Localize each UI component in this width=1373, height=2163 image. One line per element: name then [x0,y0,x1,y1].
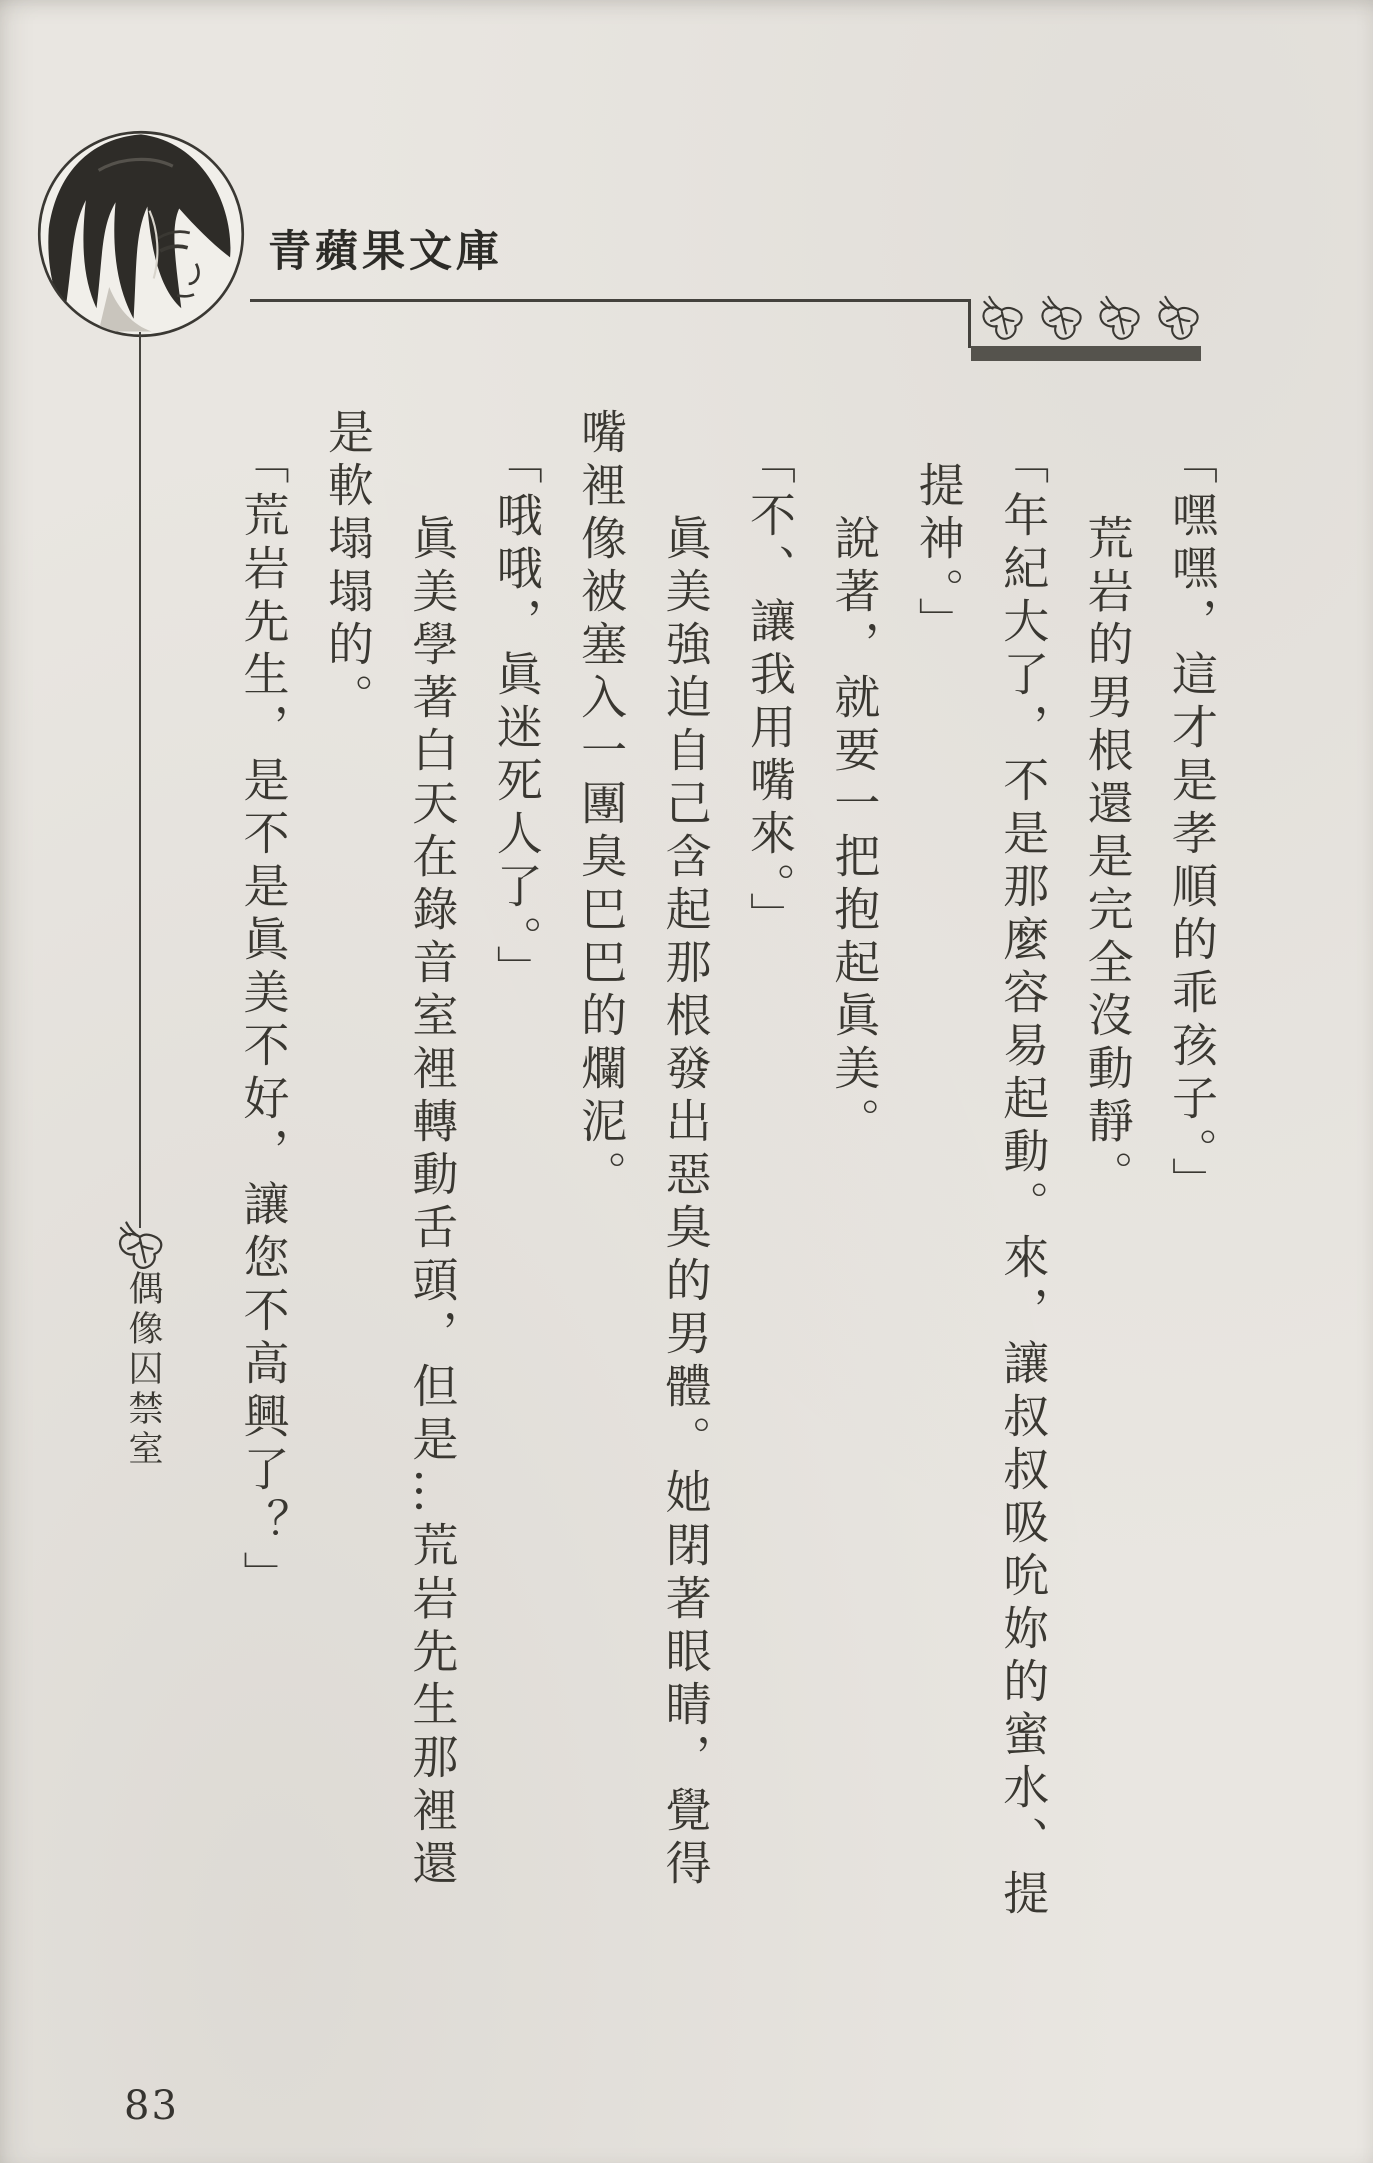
page-number: 83 [124,2083,179,2129]
body-text [221,408,1234,1953]
portrait-image [30,128,252,340]
text-column: 是軟塌塌的。 [320,408,375,726]
text-column: 「年紀大了，不是那麼容易起動。來，讓叔叔吸吮妳的蜜水、提 [996,408,1051,1922]
ivy-leaf-icon [1152,290,1202,347]
text-column: 眞美學著白天在錄音室裡轉動舌頭，但是…荒岩先生那裡還 [405,408,460,1892]
header-thick-bar [971,346,1201,361]
ivy-leaf-icon [112,1218,166,1274]
text-column: 「不、讓我用嘴來。」 [742,408,797,945]
ivy-leaf-icon [976,290,1026,347]
text-column: 「嘿嘿，這才是孝順的乖孩子。」 [1165,408,1219,1210]
sidebar-vertical-rule [139,332,141,1228]
ivy-leaf-icon [1093,290,1143,347]
text-column: 「荒岩先生，是不是眞美不好，讓您不高興了？」 [236,408,291,1604]
text-column: 「哦哦，眞迷死人了。」 [489,408,544,998]
ivy-leaf-icon [1035,290,1085,347]
text-column: 提神。」 [911,408,966,650]
imprint-title: 青蘋果文庫 [268,227,503,277]
text-column: 說著，就要一把抱起眞美。 [827,408,882,1150]
chapter-title: 偶像囚禁室 [123,1270,163,1470]
header-rule-line [250,299,971,302]
text-column: 荒岩的男根還是完全沒動靜。 [1080,408,1135,1203]
text-column: 嘴裡像被塞入一團臭巴巴的爛泥。 [574,408,629,1203]
text-column: 眞美強迫自己含起那根發出惡臭的男體。她閉著眼睛，覺得 [658,408,713,1892]
header-rule-step [968,299,971,348]
header-flower-row [976,290,1202,348]
